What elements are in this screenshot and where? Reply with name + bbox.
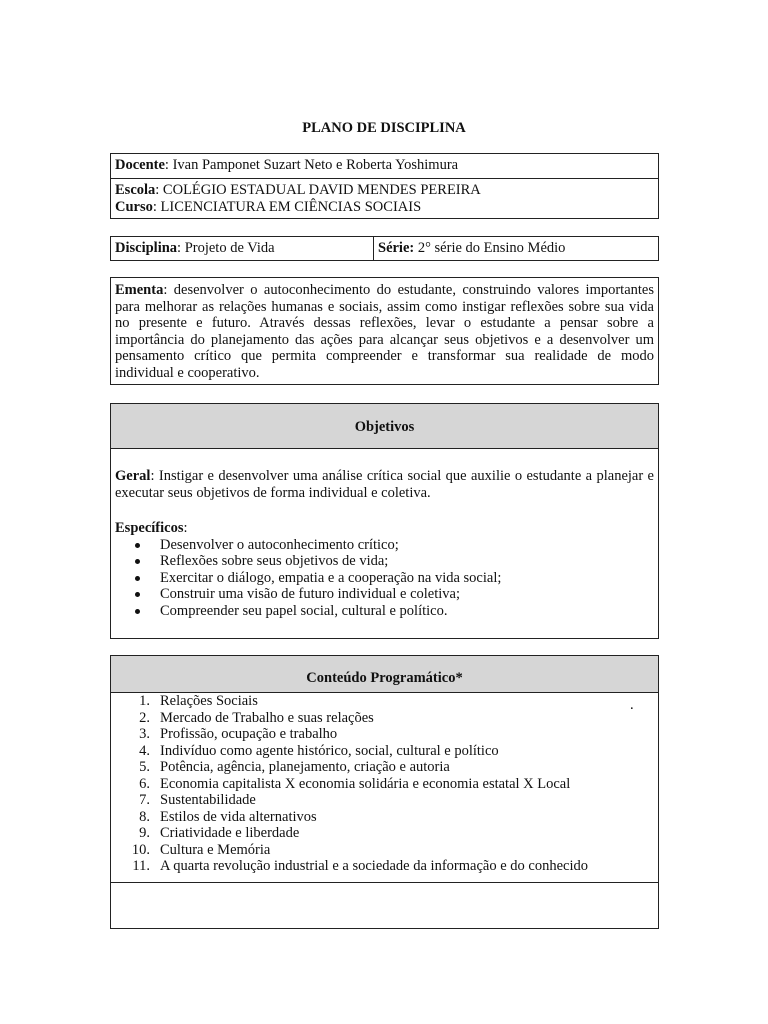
curso-label: Curso [115,198,153,215]
curso-value: : LICENCIATURA EM CIÊNCIAS SOCIAIS [152,198,422,215]
list-item-text: Compreender seu papel social, cultural e político. [160,602,448,619]
list-item [111,809,658,826]
list-item [111,726,658,743]
item-text: Indivíduo como agente histórico, social, cultural e político [160,742,499,759]
list-item [111,825,658,842]
objetivos-box [110,403,659,639]
conteudo-box [110,655,659,929]
item-number: 6. [139,775,150,792]
stray-dot: . [630,697,634,713]
item-number: 11. [132,858,150,874]
conteudo-list [111,693,658,883]
item-number: 7. [139,792,150,808]
serie-value: 2° série do Ensino Médio [414,240,566,256]
list-item [135,603,658,620]
list-item [111,776,658,793]
list-item [135,537,658,554]
item-text: Relações Sociais [160,693,258,709]
docente-box [110,153,659,219]
docente-row [111,154,658,179]
list-item-text: Desenvolver o autoconhecimento crítico; [160,536,399,553]
list-item-text: Construir uma visão de futuro individual e coletiva; [160,586,461,602]
item-number: 9. [139,825,150,841]
serie-label: Série: [378,240,415,256]
ementa-body: : desenvolver o autoconhecimento do estudante, construindo valores importantes para melhorar as relações humanas e sociais, assim como instigar reflexões sobre sua vida no presente e futuro. Através dessas reflexões, levar o estudante a pensar sobre a importância do planejamento das ações para alcançar seus objetivos e a desenvolver um pensamento crítico que permita compreender e transformar sua realidade de modo individual e cooperativo. [115,282,654,381]
item-text: A quarta revolução industrial e a sociedade da informação e do conhecido [160,858,588,874]
objetivo-geral [111,449,658,501]
list-item [135,586,658,603]
escola-line [115,182,654,199]
item-number: 1. [139,693,150,709]
especificos-heading [111,501,658,537]
item-text: Potência, agência, planejamento, criação e autoria [160,759,450,775]
item-text: Criatividade e liberdade [160,825,300,841]
conteudo-heading: Conteúdo Programático* [111,656,658,693]
escola-curso-row [111,179,658,215]
docente-label: Docente [115,157,165,173]
item-text: Sustentabilidade [160,792,256,808]
disciplina-value: : Projeto de Vida [177,240,275,256]
objetivos-heading: Objetivos [111,404,658,449]
list-item [135,570,658,587]
item-number: 2. [139,709,150,726]
docente-value: : Ivan Pamponet Suzart Neto e Roberta Yoshimura [164,157,459,173]
bullet-icon [135,576,140,581]
item-number: 5. [139,759,150,775]
list-item [111,743,658,760]
curso-line [115,199,654,216]
geral-label: Geral [115,468,151,484]
ementa-label: Ementa [115,282,164,298]
bullet-icon [135,592,140,597]
ementa-text [111,278,658,381]
item-text: Profissão, ocupação e trabalho [160,726,338,742]
escola-value: : COLÉGIO ESTADUAL DAVID MENDES PEREIRA [155,182,481,198]
item-number: 10. [131,841,150,858]
item-number: 3. [139,726,150,742]
item-text: Estilos de vida alternativos [160,808,317,825]
list-item [135,553,658,570]
bullet-icon [135,609,140,614]
list-item [111,693,658,710]
list-item [111,842,658,859]
page-title: PLANO DE DISCIPLINA [302,120,466,136]
list-item [111,710,658,727]
ementa-box [110,277,659,385]
item-number: 8. [139,808,150,825]
list-item-text: Reflexões sobre seus objetivos de vida; [160,553,389,569]
disciplina-label: Disciplina [115,240,178,256]
especificos-list [111,537,658,620]
list-item [111,759,658,776]
disciplina-cell [111,237,374,260]
serie-cell [374,237,569,260]
especificos-colon: : [183,520,188,536]
list-item [111,858,658,875]
disciplina-box [110,236,659,261]
escola-label: Escola [115,182,156,198]
bullet-icon [135,543,140,548]
item-text: Economia capitalista X economia solidária e economia estatal X Local [160,775,571,792]
geral-text: : Instigar e desenvolver uma análise crítica social que auxilie o estudante a planejar e executar seus objetivos de forma individual e coletiva. [115,468,654,501]
list-item [111,792,658,809]
item-number: 4. [139,742,150,759]
bullet-icon [135,559,140,564]
item-text: Cultura e Memória [160,841,271,858]
especificos-label: Específicos [115,520,184,536]
list-item-text: Exercitar o diálogo, empatia e a cooperação na vida social; [160,569,502,586]
item-text: Mercado de Trabalho e suas relações [160,709,374,726]
